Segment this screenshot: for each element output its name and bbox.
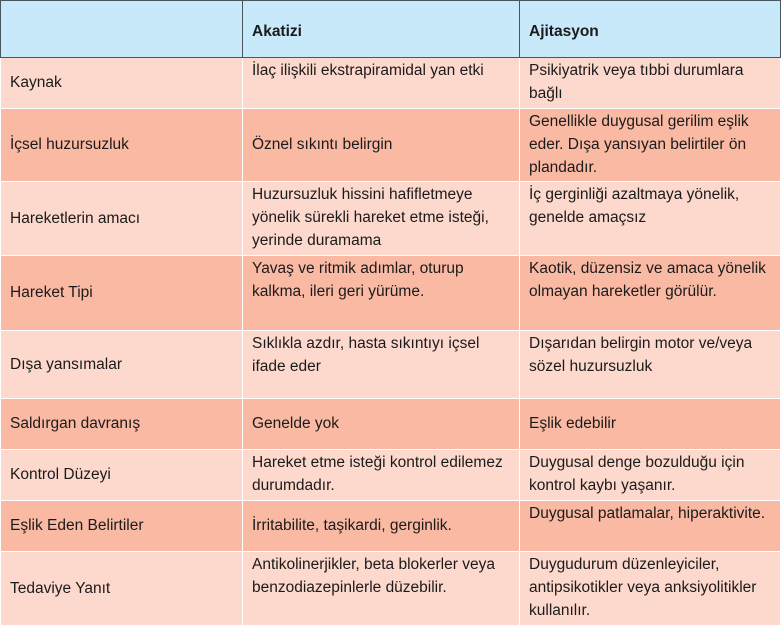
table-row [1,331,781,399]
row-label: Dışa yansımalar [1,331,243,399]
row-label: Saldırgan davranış [1,399,243,450]
akatizi-cell: Hareket etme isteği kontrol edilemez durumdadır. [243,450,520,501]
ajitasyon-cell: Eşlik edebilir [520,399,781,450]
table-row [1,501,781,552]
table-row [1,256,781,331]
akatizi-cell: Antikolinerjikler, beta blokerler veya benzodiazepinlerle düzebilir. [243,552,520,626]
akatizi-cell: Genelde yok [243,399,520,450]
header-akatizi: Akatizi [243,1,520,58]
ajitasyon-cell: Duygusal patlamalar, hiperaktivite. [520,501,781,552]
akatizi-cell: Yavaş ve ritmik adımlar, oturup kalkma, ileri geri yürüme. [243,256,520,331]
row-label: Hareket Tipi [1,256,243,331]
table-row [1,109,781,182]
ajitasyon-cell: İç gerginliği azaltmaya yönelik, genelde amaçsız [520,182,781,256]
row-label: Eşlik Eden Belirtiler [1,501,243,552]
table-row [1,450,781,501]
ajitasyon-cell: Psikiyatrik veya tıbbi durumlara bağlı [520,58,781,109]
header-empty-cell [1,1,243,58]
row-label: Hareketlerin amacı [1,182,243,256]
ajitasyon-cell: Dışarıdan belirgin motor ve/veya sözel huzursuzluk [520,331,781,399]
akatizi-cell: Öznel sıkıntı belirgin [243,109,520,182]
akatizi-cell: Huzursuzluk hissini hafifletmeye yönelik sürekli hareket etme isteği, yerinde duramama [243,182,520,256]
akatizi-cell: Sıklıkla azdır, hasta sıkıntıyı içsel ifade eder [243,331,520,399]
ajitasyon-cell: Kaotik, düzensiz ve amaca yönelik olmayan hareketler görülür. [520,256,781,331]
table-row [1,182,781,256]
header-ajitasyon: Ajitasyon [520,1,781,58]
table-row [1,552,781,626]
ajitasyon-cell: Genellikle duygusal gerilim eşlik eder. Dışa yansıyan belirtiler ön plandadır. [520,109,781,182]
ajitasyon-cell: Duygusal denge bozulduğu için kontrol kaybı yaşanır. [520,450,781,501]
akatizi-cell: İlaç ilişkili ekstrapiramidal yan etki [243,58,520,109]
row-label: İçsel huzursuzluk [1,109,243,182]
row-label: Kaynak [1,58,243,109]
header-row [1,1,781,58]
ajitasyon-cell: Duygudurum düzenleyiciler, antipsikotikler veya anksiyolitikler kullanılır. [520,552,781,626]
table-row [1,399,781,450]
table-row [1,58,781,109]
row-label: Kontrol Düzeyi [1,450,243,501]
row-label: Tedaviye Yanıt [1,552,243,626]
akatizi-cell: İrritabilite, taşikardi, gerginlik. [243,501,520,552]
